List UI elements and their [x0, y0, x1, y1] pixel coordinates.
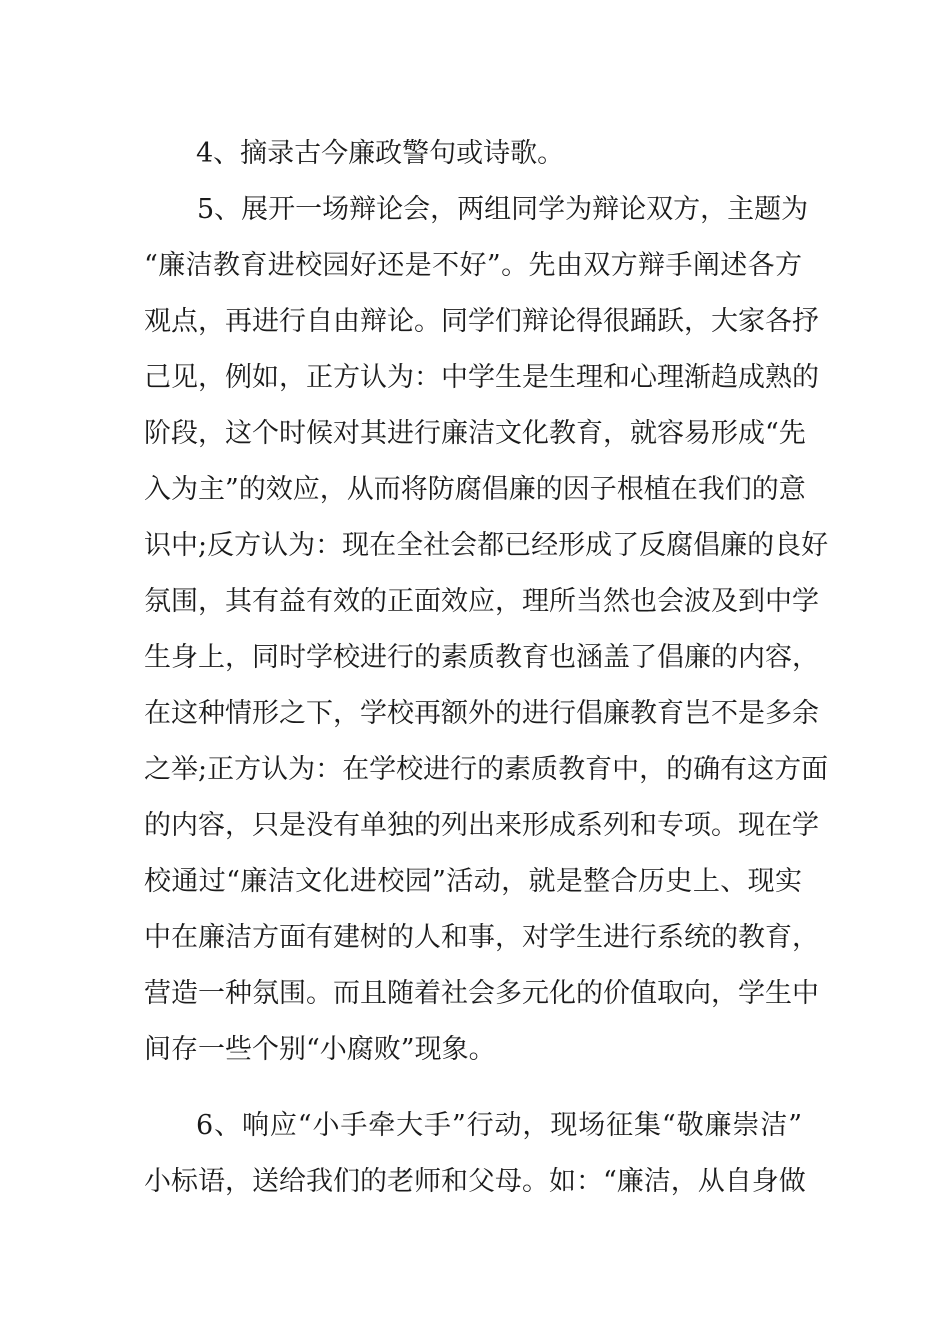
paragraph-5-line-2 [0, 239, 950, 293]
paragraph-5-line-8 [0, 575, 950, 629]
paragraph-5-line-11 [0, 743, 950, 797]
paragraph-5-line-4 [0, 351, 950, 405]
text-line: 氛围，其有益有效的正面效应，理所当然也会波及到中学 [144, 586, 819, 617]
text-line: 的内容，只是没有单独的列出来形成系列和专项。现在学 [144, 810, 819, 841]
text-line: 入为主”的效应，从而将防腐倡廉的因子根植在我们的意 [144, 474, 806, 505]
text-line: 己见，例如，正方认为：中学生是生理和心理渐趋成熟的 [144, 362, 819, 393]
text-line: 阶段，这个时候对其进行廉洁文化教育，就容易形成“先 [144, 418, 806, 449]
text-line: 间存一些个别“小腐败”现象。 [144, 1034, 496, 1065]
paragraph-5-line-16 [0, 1023, 950, 1077]
text-line: “廉洁教育进校园好还是不好”。先由双方辩手阐述各方 [144, 250, 802, 281]
text-line: 小标语，送给我们的老师和父母。如：“廉洁，从自身做 [144, 1166, 806, 1197]
text-line: 生身上，同时学校进行的素质教育也涵盖了倡廉的内容， [144, 642, 819, 673]
paragraph-5-line-5 [0, 407, 950, 461]
text-line: 5、展开一场辩论会，两组同学为辩论双方，主题为 [197, 194, 809, 225]
paragraph-4-line-1: 4、摘录古今廉政警句或诗歌。 [196, 138, 565, 169]
paragraph-4 [0, 127, 950, 181]
paragraph-5-line-3 [0, 295, 950, 349]
paragraph-5-line-12 [0, 799, 950, 853]
paragraph-5-line-1 [0, 183, 950, 237]
paragraph-5-line-13 [0, 855, 950, 909]
paragraph-5-line-15 [0, 967, 950, 1021]
text-line: 6、响应“小手牵大手”行动，现场征集“敬廉崇洁” [196, 1110, 802, 1141]
paragraph-5-line-6 [0, 463, 950, 517]
paragraph-6-line-1 [0, 1099, 950, 1153]
text-line: 中在廉洁方面有建树的人和事，对学生进行系统的教育， [144, 922, 819, 953]
paragraph-5-line-14 [0, 911, 950, 965]
paragraph-5-line-9 [0, 631, 950, 685]
text-line: 观点，再进行自由辩论。同学们辩论得很踊跃，大家各抒 [144, 306, 819, 337]
text-line: 之举;正方认为：在学校进行的素质教育中，的确有这方面 [144, 754, 829, 785]
text-line: 校通过“廉洁文化进校园”活动，就是整合历史上、现实 [144, 866, 802, 897]
text-line: 识中;反方认为：现在全社会都已经形成了反腐倡廉的良好 [144, 530, 829, 561]
paragraph-5-line-10 [0, 687, 950, 741]
text-line: 营造一种氛围。而且随着社会多元化的价值取向，学生中 [144, 978, 819, 1009]
paragraph-5-line-7 [0, 519, 950, 573]
text-line: 在这种情形之下，学校再额外的进行倡廉教育岂不是多余 [144, 698, 819, 729]
paragraph-6-line-2 [0, 1155, 950, 1209]
